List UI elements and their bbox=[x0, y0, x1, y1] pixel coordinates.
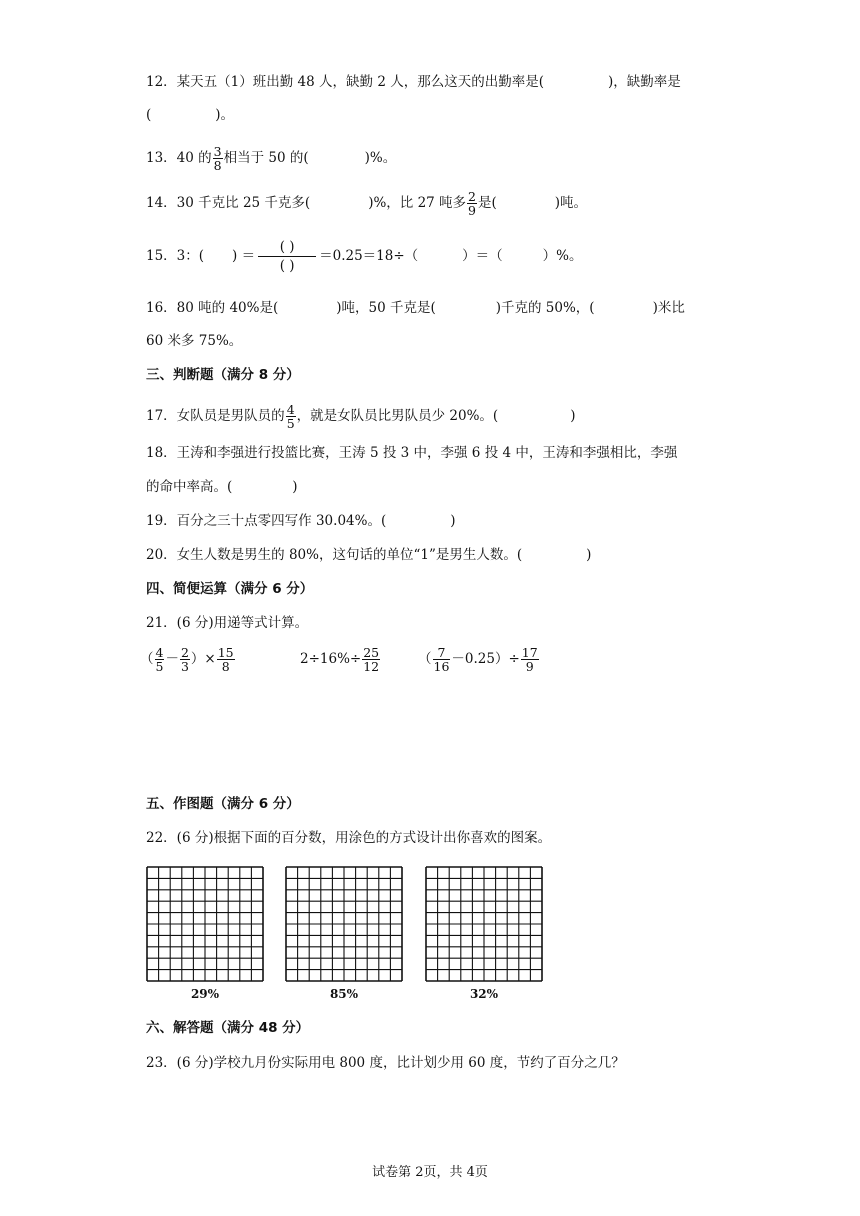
question-12-line-1: 12．某天五（1）班出勤 48 人，缺勤 2 人，那么这天的出勤率是( )，缺勤率是 bbox=[146, 74, 681, 90]
question-16-line-1: 16．80 吨的 40%是( )吨，50 千克是( )千克的 50%，( )米比 bbox=[146, 300, 685, 316]
hundred-grid-3[interactable] bbox=[425, 866, 543, 982]
question-16-line-2: 60 米多 75%。 bbox=[146, 333, 243, 349]
fraction: $\frac{3}{8}$ bbox=[213, 144, 222, 173]
question-23: 23．(6 分)学校九月份实际用电 800 度，比计划少用 60 度，节约了百分之几？ bbox=[146, 1055, 625, 1071]
fraction: $\frac{2}{9}$ bbox=[468, 189, 476, 218]
fraction: $\frac{4}{5}$ bbox=[286, 402, 295, 431]
question-13: 13．40 的 $\frac{3}{8}$ 相当于 50 的( )%。 bbox=[146, 144, 397, 173]
question-20: 20．女生人数是男生的 80%，这句话的单位“1”是男生人数。( ) bbox=[146, 547, 592, 563]
hundred-grid-2[interactable] bbox=[285, 866, 403, 982]
expression-1: （ $\frac{4}{5}$ － $\frac{2}{3}$ ）× $\frac{15}{8}$ bbox=[140, 645, 234, 674]
section-4-heading: 四、简便运算（满分 6 分） bbox=[146, 581, 314, 597]
section-5-heading: 五、作图题（满分 6 分） bbox=[146, 796, 300, 812]
question-15: 15．3：( ) ＝ ( ) ( ) ＝0.25＝18÷（ ）＝（ ）%。 bbox=[146, 239, 583, 274]
question-12-line-2: ( )。 bbox=[146, 107, 235, 123]
page-footer: 试卷第 2页，共 4页 bbox=[372, 1165, 488, 1180]
question-17: 17．女队员是男队员的 $\frac{4}{5}$ ，就是女队员比男队员少 20%。( ) bbox=[146, 402, 576, 431]
fraction-blank: ( ) ( ) bbox=[258, 238, 316, 275]
section-3-heading: 三、判断题（满分 8 分） bbox=[146, 367, 300, 383]
question-19: 19．百分之三十点零四写作 30.04%。( ) bbox=[146, 513, 456, 529]
expression-3: （ $\frac{7}{16}$ －0.25）÷ $\frac{17}{9}$ bbox=[418, 645, 538, 674]
question-22: 22．(6 分)根据下面的百分数，用涂色的方式设计出你喜欢的图案。 bbox=[146, 830, 552, 846]
question-14: 14．30 千克比 25 千克多( )%，比 27 吨多 $\frac{2}{9}$ 是( )吨。 bbox=[146, 189, 588, 218]
question-18-line-2: 的命中率高。( ) bbox=[146, 479, 298, 495]
section-6-heading: 六、解答题（满分 48 分） bbox=[146, 1020, 310, 1036]
question-18-line-1: 18．王涛和李强进行投篮比赛，王涛 5 投 3 中，李强 6 投 4 中，王涛和李强相比，李强 bbox=[146, 445, 678, 461]
expression-2: 2÷16%÷ $\frac{25}{12}$ bbox=[300, 645, 380, 674]
hundred-grid-1[interactable] bbox=[146, 866, 264, 982]
question-21: 21．(6 分)用递等式计算。 bbox=[146, 615, 309, 631]
grid-label-1: 29% bbox=[190, 987, 220, 1001]
grid-label-3: 32% bbox=[469, 987, 499, 1001]
grid-label-2: 85% bbox=[329, 987, 359, 1001]
